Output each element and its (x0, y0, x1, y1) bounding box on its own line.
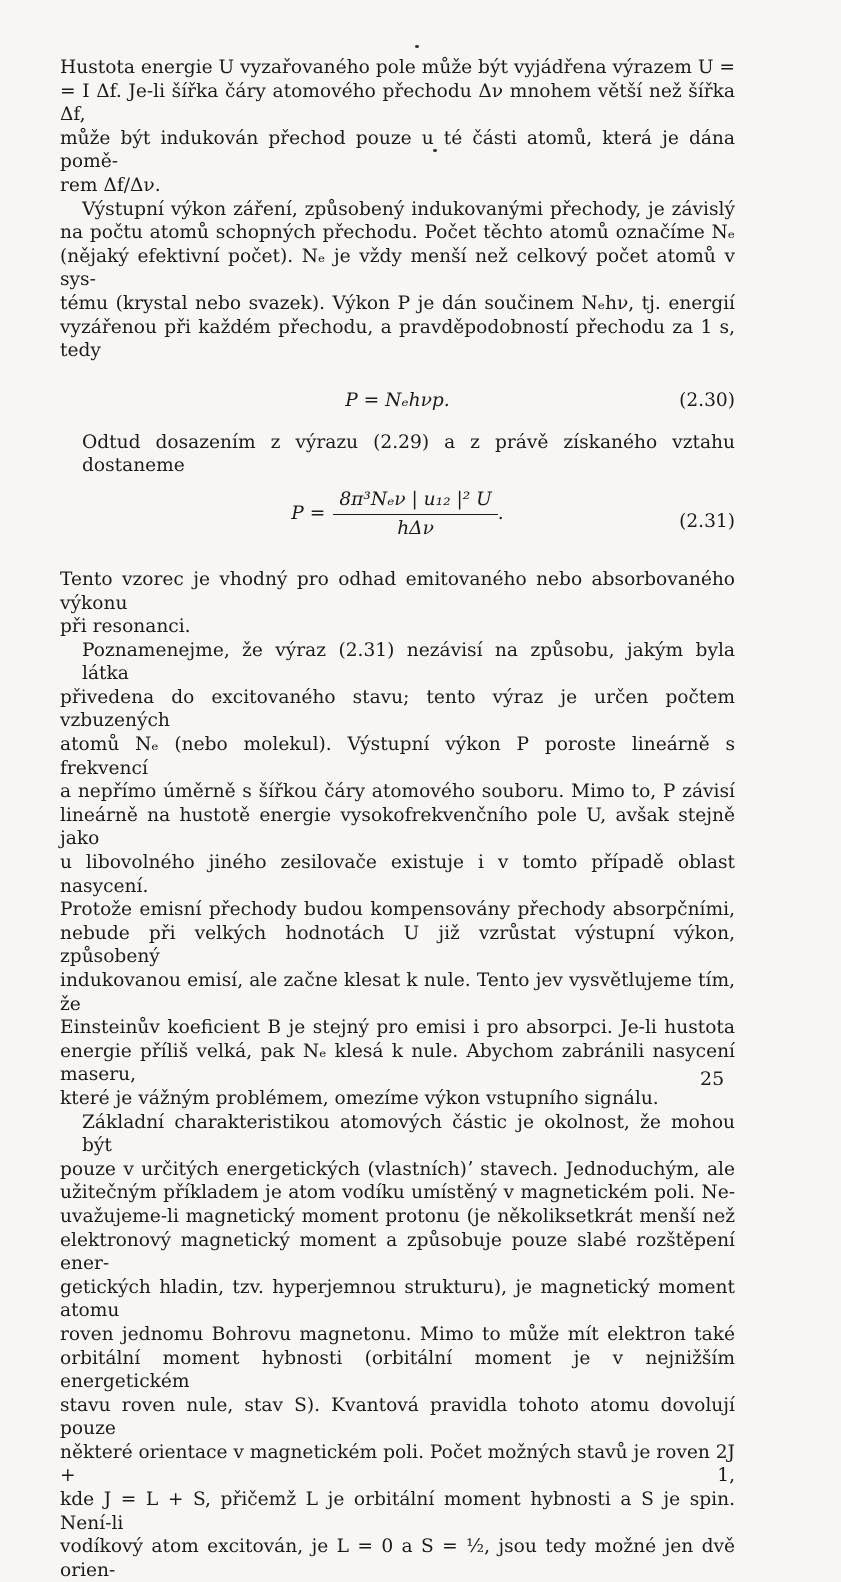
text-line: a nepřímo úměrně s šířkou čáry atomového souboru. Mimo to, P závisí (60, 781, 735, 803)
paragraph (60, 1111, 735, 1582)
text-line: (nějaký efektivní počet). Nₑ je vždy menší než celkový počet atomů v sys- (60, 245, 735, 291)
equation-tail: . (497, 503, 504, 525)
text-line: při resonanci. (60, 616, 191, 638)
text-line: Protože emisní přechody budou kompensovány přechody absorpčními, (60, 899, 735, 921)
text-column (60, 56, 735, 1582)
fraction-block (60, 488, 735, 550)
text-line: Einsteinův koeficient B je stejný pro emisi i pro absorpci. Je-li hustota (60, 1017, 735, 1039)
text-line: Tento vzorec je vhodný pro odhad emitovaného nebo absorbovaného výkonu (60, 568, 735, 614)
text-line: rem Δf/Δν. (60, 174, 161, 196)
paragraph (60, 56, 735, 198)
text-line: může být indukován přechod pouze u té části atomů, která je dána pomě- (60, 127, 735, 173)
text-line: Základní charakteristikou atomových částic je okolnost, že mohou být (82, 1111, 735, 1157)
equation-expression: P = Nₑhνp. (345, 389, 450, 411)
text-line: uvažujeme-li magnetický moment protonu (je několiksetkrát menší než (60, 1205, 735, 1227)
paragraph (60, 431, 735, 478)
text-line: vyzářenou při každém přechodu, a pravděpodobností přechodu za 1 s, tedy (60, 316, 735, 362)
text-line: getických hladin, tzv. hyperjemnou strukturu), je magnetický moment atomu (60, 1276, 735, 1322)
text-line: indukovanou emisí, ale začne klesat k nule. Tento jev vysvětlujeme tím, že (60, 970, 735, 1015)
print-speck (415, 45, 419, 48)
fraction-numerator: 8π³Nₑν | u₁₂ |² U (333, 488, 497, 515)
equation-number: (2.31) (679, 510, 735, 532)
text-line: užitečným příkladem je atom vodíku umístěný v magnetickém poli. Ne- (60, 1182, 735, 1204)
text-line: nebude při velkých hodnotách U již vzrůstat výstupní výkon, způsobený (60, 922, 735, 968)
equation-lhs: P = (291, 503, 326, 525)
text-line: tému (krystal nebo svazek). Výkon P je dán součinem Nₑhν, tj. energií (60, 292, 735, 314)
text-line: Výstupní výkon záření, způsobený indukovanými přechody, je závislý (82, 198, 735, 220)
text-line: energie příliš velká, pak Nₑ klesá k nule. Abychom zabránili nasycení maseru, (60, 1040, 735, 1086)
text-line: u libovolného jiného zesilovače existuje i v tomto případě oblast nasycení. (60, 852, 735, 897)
text-line: vodíkový atom excitován, je L = 0 a S = ½, jsou tedy možné jen dvě orien- (60, 1536, 735, 1581)
text-line: atomů Nₑ (nebo molekul). Výstupní výkon P poroste lineárně s frekvencí (60, 734, 735, 779)
fraction (291, 488, 503, 540)
paragraph (60, 568, 735, 639)
text-line: Odtud dosazením z výrazu (2.29) a z právě získaného vztahu dostaneme (82, 431, 735, 477)
print-speck (433, 149, 437, 152)
text-line: na počtu atomů schopných přechodu. Počet těchto atomů označíme Nₑ (60, 222, 735, 244)
text-line: kde J = L + S, přičemž L je orbitální moment hybnosti a S je spin. Není-li (60, 1489, 735, 1534)
text-line: Hustota energie U vyzařovaného pole může být vyjádřena výrazem U = (60, 57, 735, 78)
text-line: pouze v určitých energetických (vlastních)ʼ stavech. Jednoduchým, ale (60, 1158, 735, 1180)
page-number: 25 (700, 1068, 725, 1090)
text-line: Poznamenejme, že výraz (2.31) nezávisí na způsobu, jakým byla látka (82, 639, 735, 685)
paragraph (60, 639, 735, 1111)
text-line: roven jednomu Bohrovu magnetonu. Mimo to může mít elektron také (60, 1323, 735, 1345)
text-line: elektronový magnetický moment a způsobuje pouze slabé rozštěpení ener- (60, 1229, 735, 1275)
text-line: orbitální moment hybnosti (orbitální moment je v nejnižším energetickém (60, 1347, 735, 1393)
fraction-denominator: hΔν (397, 517, 434, 539)
paragraph (60, 198, 735, 363)
text-line: stavu roven nule, stav S). Kvantová pravidla tohoto atomu dovolují pouze (60, 1394, 735, 1440)
equation-2-31 (60, 488, 735, 564)
equation-number: (2.30) (679, 389, 735, 411)
text-line: které je vážným problémem, omezíme výkon vstupního signálu. (60, 1087, 659, 1109)
text-line: některé orientace v magnetickém poli. Počet možných stavů je roven 2J + 1, (60, 1441, 735, 1487)
equation-2-30 (60, 377, 735, 425)
text-line: lineárně na hustotě energie vysokofrekvenčního pole U, avšak stejně jako (60, 804, 735, 850)
text-line: přivedena do excitovaného stavu; tento výraz je určen počtem vzbuzených (60, 686, 735, 732)
text-line: = I Δf. Je-li šířka čáry atomového přechodu Δν mnohem větší než šířka Δf, (60, 80, 735, 126)
fraction-parts (333, 488, 497, 540)
